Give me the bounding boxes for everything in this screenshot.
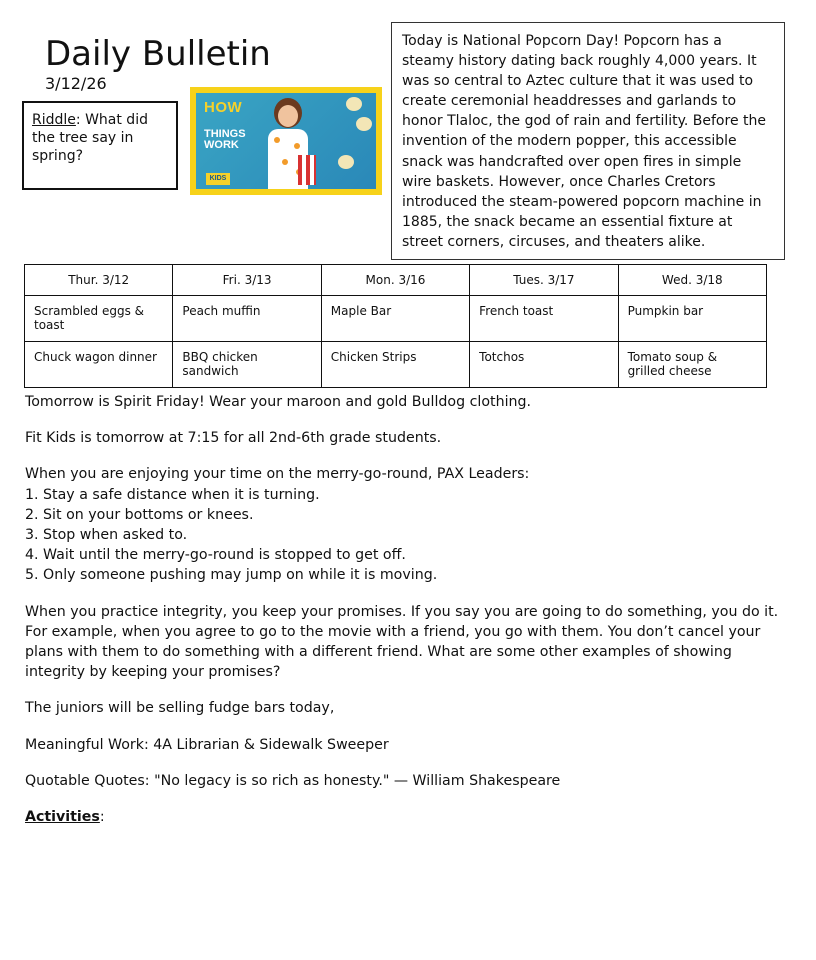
menu-day: Mon. 3/16 bbox=[321, 265, 469, 296]
menu-day: Fri. 3/13 bbox=[173, 265, 321, 296]
menu-cell: BBQ chicken sandwich bbox=[173, 342, 321, 388]
kids-badge: KIDS bbox=[206, 173, 230, 185]
breakfast-row bbox=[25, 296, 767, 342]
popcorn-icon bbox=[338, 155, 354, 169]
menu-day: Thur. 3/12 bbox=[25, 265, 173, 296]
riddle-label: Riddle bbox=[32, 112, 76, 128]
rule-item: 2. Sit on your bottoms or knees. bbox=[25, 506, 254, 523]
menu-cell: Pumpkin bar bbox=[618, 296, 766, 342]
fudge-announcement: The juniors will be selling fudge bars today, bbox=[25, 700, 335, 717]
activities-heading bbox=[25, 807, 785, 827]
menu-cell: Tomato soup & grilled cheese bbox=[618, 342, 766, 388]
menu-cell: Peach muffin bbox=[173, 296, 321, 342]
menu-cell: Totchos bbox=[470, 342, 618, 388]
announcements bbox=[25, 392, 785, 843]
meaningful-work: Meaningful Work: 4A Librarian & Sidewalk Sweeper bbox=[25, 736, 389, 753]
popcorn-icon bbox=[346, 97, 362, 111]
popcorn-facts: Today is National Popcorn Day! Popcorn has a steamy history dating back roughly 4,000 years. It was so central to Aztec culture that it was used to create ceremonial headdresses and garlands to honor Tlaloc, the god of rain and fertility. Before the invention of the modern popper, this accessible snack was handcrafted over open fires in simple wire baskets. However, once Charles Cretors introduced the steam-powered popcorn machine in 1885, the snack became an essential fixture at street corners, circuses, and theaters alike. bbox=[391, 22, 785, 260]
bulletin-date: 3/12/26 bbox=[45, 74, 107, 93]
menu-cell: Maple Bar bbox=[321, 296, 469, 342]
video-thumbnail[interactable] bbox=[190, 87, 382, 195]
spirit-announcement: Tomorrow is Spirit Friday! Wear your maroon and gold Bulldog clothing. bbox=[25, 394, 532, 410]
rule-item: 1. Stay a safe distance when it is turning. bbox=[25, 486, 320, 503]
thumbnail-image bbox=[196, 93, 376, 189]
riddle-box bbox=[22, 101, 178, 190]
activities-colon: : bbox=[99, 809, 105, 826]
menu-cell: Chicken Strips bbox=[321, 342, 469, 388]
rule-item: 3. Stop when asked to. bbox=[25, 527, 188, 544]
lunch-menu-table bbox=[24, 264, 767, 388]
thumbnail-subtitle: THINGS WORK bbox=[204, 128, 246, 151]
menu-cell: Scrambled eggs & toast bbox=[25, 296, 173, 342]
quotable-quote: Quotable Quotes: "No legacy is so rich as honesty." — William Shakespeare bbox=[25, 772, 561, 789]
lunch-row bbox=[25, 342, 767, 388]
menu-cell: Chuck wagon dinner bbox=[25, 342, 173, 388]
menu-day: Wed. 3/18 bbox=[618, 265, 766, 296]
page-title: Daily Bulletin bbox=[45, 34, 271, 74]
integrity-paragraph: When you practice integrity, you keep your promises. If you say you are going to do something, you do it. For example, when you agree to go to the movie with a friend, you go with them. You don’t cancel your plans with them to do something with a different friend. What are some other examples of showing integrity by keeping your promises? bbox=[25, 603, 779, 681]
popcorn-icon bbox=[356, 117, 372, 131]
popcorn-bag-icon bbox=[298, 155, 316, 185]
menu-cell: French toast bbox=[470, 296, 618, 342]
menu-header-row bbox=[25, 265, 767, 296]
rule-item: 4. Wait until the merry-go-round is stopped to get off. bbox=[25, 547, 406, 564]
activities-label: Activities bbox=[25, 809, 100, 826]
thumbnail-title: HOW bbox=[204, 99, 243, 116]
rule-item: 5. Only someone pushing may jump on while it is moving. bbox=[25, 567, 438, 584]
menu-day: Tues. 3/17 bbox=[470, 265, 618, 296]
merry-go-round-rules bbox=[25, 464, 785, 585]
rules-intro: When you are enjoying your time on the merry-go-round, PAX Leaders: bbox=[25, 466, 530, 483]
riddle-text: : What did the tree say in spring? bbox=[32, 112, 148, 164]
fitkids-announcement: Fit Kids is tomorrow at 7:15 for all 2nd-6th grade students. bbox=[25, 430, 442, 447]
